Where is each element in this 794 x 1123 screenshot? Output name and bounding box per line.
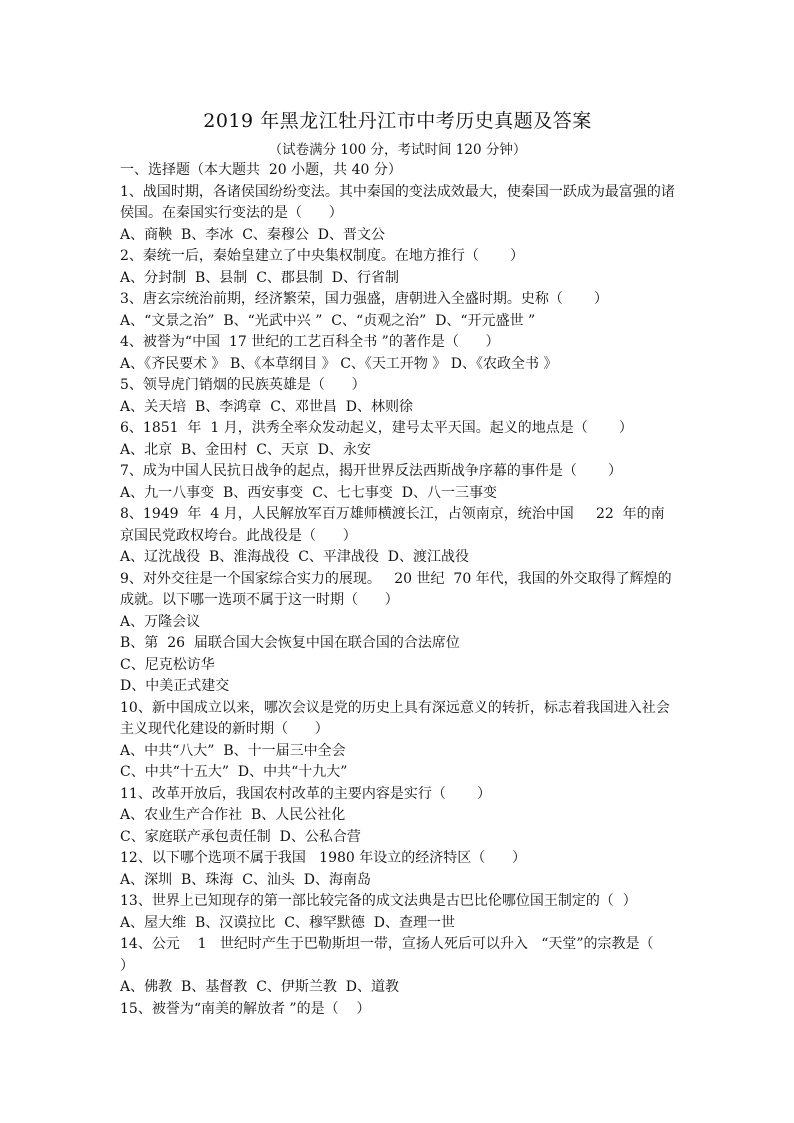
- question-1-options: A、商鞅 B、李冰 C、秦穆公 D、晋文公: [120, 226, 386, 243]
- question-9-option-a: A、万隆会议: [120, 613, 201, 630]
- question-3-options: A、“文景之治” B、“光武中兴 ” C、“贞观之治” D、“开元盛世 ”: [120, 312, 536, 329]
- question-15: 15、被誉为“南美的解放者 ”的是（ ）: [120, 1000, 371, 1017]
- question-6: 6、1851 年 1 月，洪秀全率众发动起义，建号太平天国。起义的地点是（ ）: [120, 420, 633, 436]
- question-9-option-b: B、第 26 届联合国大会恢复中国在联合国的合法席位: [120, 635, 460, 651]
- question-4-options: A、《齐民要术 》 B、《本草纲目 》 C、《天工开物 》 D、《农政全书 》: [120, 355, 558, 372]
- question-1: 1、战国时期，各诸侯国纷纷变法。其中秦国的变法成效最大，使秦国一跃成为最富强的诸侯国。在秦国实行变法的是（ ）: [120, 183, 675, 221]
- question-11-options-cd: C、家庭联产承包责任制 D、公私合营: [120, 828, 361, 845]
- question-11-options-ab: A、农业生产合作社 B、人民公社化: [120, 807, 346, 823]
- question-10: 10、新中国成立以来，哪次会议是党的历史上具有深远意义的转折，标志着我国进入社会主义现代化建设的新时期（ ）: [120, 699, 670, 737]
- question-13: 13、世界上已知现存的第一部比较完备的成文法典是古巴比伦哪位国王制定的（ ）: [120, 893, 637, 909]
- question-2: 2、秦统一后，秦始皇建立了中央集权制度。在地方推行（ ）: [120, 248, 525, 264]
- question-10-options-cd: C、中共“十五大” D、中共“十九大”: [120, 764, 348, 780]
- question-12: 12、以下哪个选项不属于我国 1980 年设立的经济特区（ ）: [120, 850, 526, 866]
- question-10-options-ab: A、中共“八大” B、十一届三中全会: [120, 742, 346, 759]
- question-8: 8、1949 年 4 月，人民解放军百万雄师横渡长江，占领南京，统治中国 22 年的南京国民党政权垮台。此战役是（ ）: [120, 506, 665, 544]
- question-7-options: A、九一八事变 B、西安事变 C、七七事变 D、八一三事变: [120, 484, 498, 501]
- question-9: 9、对外交往是一个国家综合实力的展现。 20 世纪 70 年代，我国的外交取得了辉煌的成就。以下哪一选项不属于这一时期（ ）: [120, 570, 672, 608]
- question-14: 14、公元 1 世纪时产生于巴勒斯坦一带，宣扬人死后可以升入 “天堂”的宗教是（ ）: [120, 936, 681, 974]
- question-3: 3、唐玄宗统治前期，经济繁荣，国力强盛，唐朝进入全盛时期。史称（ ）: [120, 291, 609, 307]
- section-heading: 一、选择题（本大题共 20 小题，共 40 分）: [120, 162, 402, 178]
- question-13-options: A、屋大维 B、汉谟拉比 C、穆罕默德 D、查理一世: [120, 914, 456, 931]
- question-11: 11、改革开放后，我国农村改革的主要内容是实行（ ）: [120, 785, 491, 802]
- document-title: 2019 年黑龙江牡丹江市中考历史真题及答案: [203, 110, 592, 132]
- question-5-options: A、关天培 B、李鸿章 C、邓世昌 D、林则徐: [120, 398, 414, 415]
- document-subtitle: （试卷满分 100 分，考试时间 120 分钟）: [268, 142, 527, 158]
- question-2-options: A、分封制 B、县制 C、郡县制 D、行省制: [120, 269, 400, 286]
- question-5: 5、领导虎门销烟的民族英雄是（ ）: [120, 377, 366, 393]
- question-9-option-d: D、中美正式建交: [120, 678, 230, 694]
- question-9-option-c: C、尼克松访华: [120, 656, 215, 673]
- question-7: 7、成为中国人民抗日战争的起点，揭开世界反法西斯战争序幕的事件是（ ）: [120, 463, 623, 479]
- question-6-options: A、北京 B、金田村 C、天京 D、永安: [120, 441, 372, 458]
- question-8-options: A、辽沈战役 B、淮海战役 C、平津战役 D、渡江战役: [120, 549, 470, 565]
- question-4: 4、被誉为“中国 17 世纪的工艺百科全书 ”的著作是（ ）: [120, 334, 500, 350]
- exam-page: [120, 108, 681, 1020]
- question-14-options: A、佛教 B、基督教 C、伊斯兰教 D、道教: [120, 979, 400, 995]
- question-12-options: A、深圳 B、珠海 C、汕头 D、海南岛: [120, 871, 372, 888]
